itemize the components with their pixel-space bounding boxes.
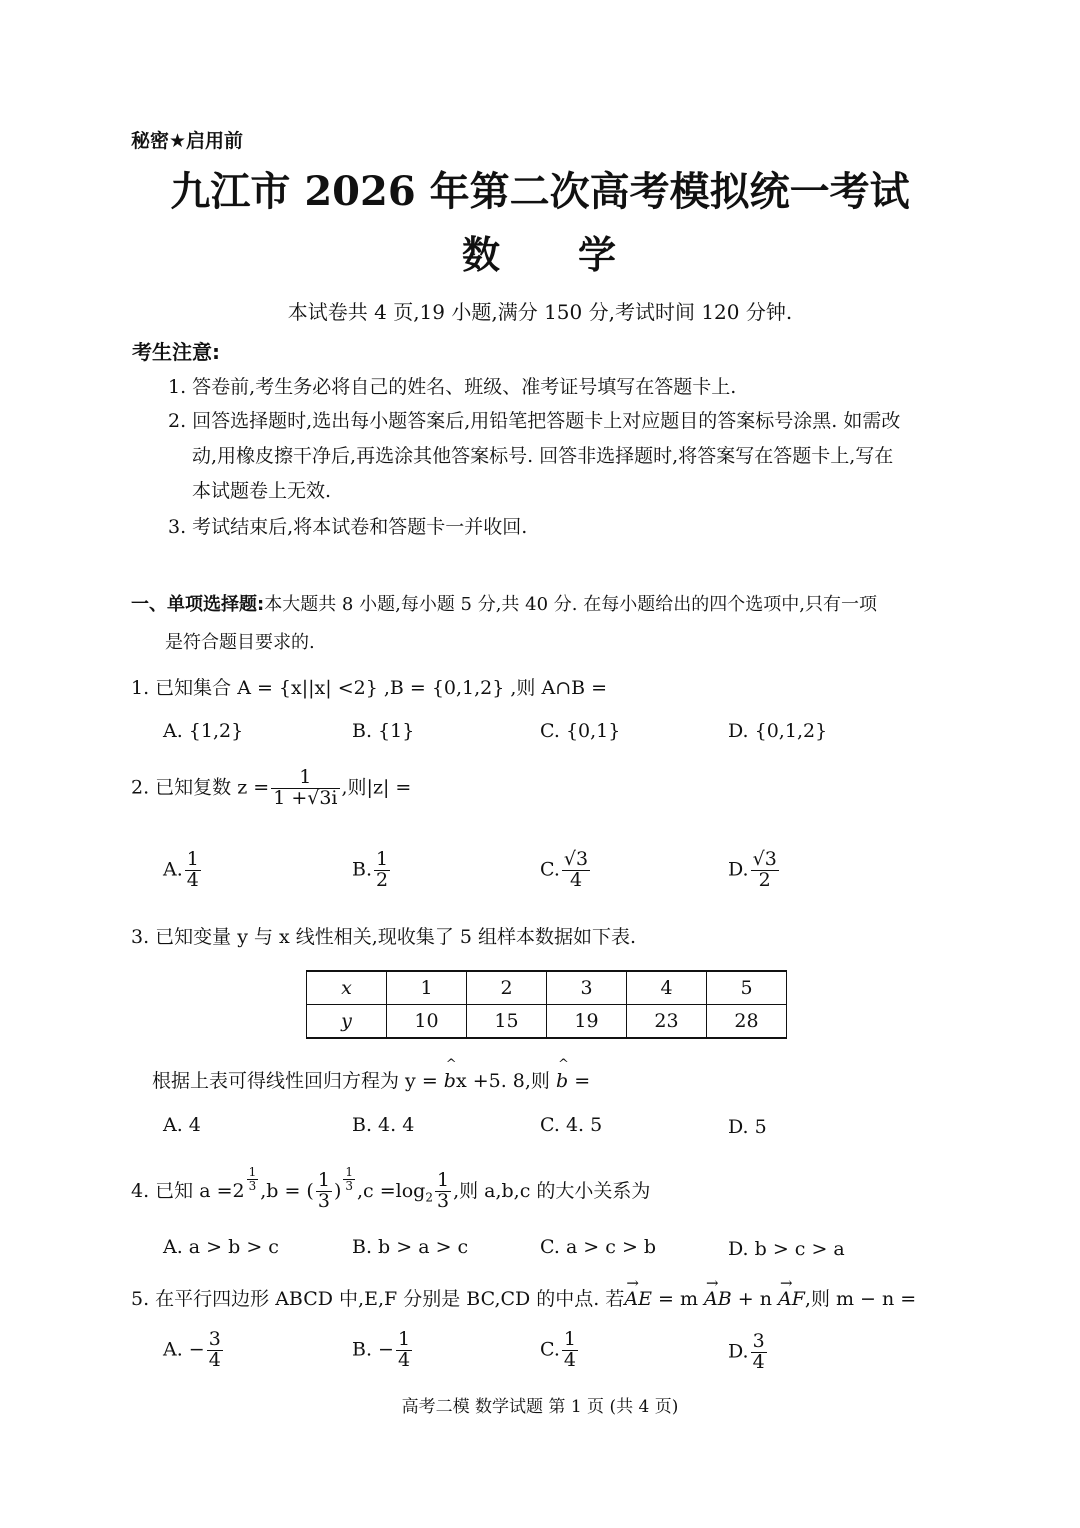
q5-b-den: 4	[397, 1348, 411, 1371]
table-cell: 23	[627, 1005, 707, 1039]
subject-title	[0, 224, 1080, 279]
q4-option-a: A. a > b > c	[163, 1236, 279, 1258]
table-cell: 2	[467, 971, 547, 1005]
q5-a-den: 4	[208, 1348, 221, 1371]
q4-option-b: B. b > a > c	[352, 1236, 469, 1258]
q5-b-num: 1	[397, 1328, 411, 1350]
q2-fraction-num: 1	[271, 768, 339, 789]
table-cell: 5	[707, 971, 787, 1005]
q5-d-den: 4	[752, 1350, 765, 1373]
q4-part-1: 4. 已知 a =2	[131, 1179, 245, 1202]
q4-exp1-num: 1	[248, 1165, 257, 1179]
notice-item-1: 1. 答卷前,考生务必将自己的姓名、班级、准考证号填写在答题卡上.	[168, 376, 737, 398]
q3-option-c: C. 4. 5	[540, 1114, 603, 1136]
q2-d-num: √3	[752, 848, 777, 870]
question-4-stem	[131, 1166, 650, 1212]
q3-b-hat-2: ^ b	[556, 1070, 568, 1092]
q2-fraction-den: 1 +√3i	[273, 786, 338, 809]
q2-option-c	[540, 850, 592, 891]
q2-option-a-label: A.	[163, 858, 183, 881]
q5-part-3: + n	[731, 1288, 778, 1310]
table-cell: 15	[467, 1005, 547, 1039]
q3-option-b: B. 4. 4	[352, 1114, 415, 1136]
q3-option-a: A. 4	[163, 1114, 201, 1136]
q2-option-c-label: C.	[540, 858, 560, 881]
table-cell: 19	[547, 1005, 627, 1039]
q2-a-den: 4	[186, 868, 199, 891]
table-cell: 28	[707, 1005, 787, 1039]
q4-exp2-num: 1	[345, 1165, 354, 1179]
q5-vector-ab: → AB	[704, 1288, 732, 1310]
q3-follow-mid: x +5. 8,则	[455, 1070, 550, 1092]
q4-log-den: 3	[436, 1190, 450, 1213]
q5-option-c-label: C.	[540, 1338, 560, 1361]
table-header-x: x	[307, 971, 387, 1005]
q2-option-b	[352, 850, 392, 891]
q4-part-5: ,则 a,b,c 的大小关系为	[453, 1179, 651, 1202]
q5-option-c	[540, 1330, 580, 1371]
q5-part-2: = m	[651, 1288, 705, 1310]
notice-item-2-cont: 动,用橡皮擦干净后,再选涂其他答案标号. 回答非选择题时,将答案写在答题卡上,写在	[192, 445, 894, 467]
q2-option-d	[728, 850, 781, 891]
section-heading	[131, 590, 877, 616]
q4-log-base: 2	[425, 1190, 433, 1205]
question-2-stem	[131, 768, 411, 809]
q5-c-num: 1	[563, 1328, 576, 1350]
table-row-x	[307, 971, 787, 1005]
subject-char-1: 数	[461, 232, 502, 277]
notice-item-2: 2. 回答选择题时,选出每小题答案后,用铅笔把答题卡上对应题目的答案标号涂黑. 如需改	[168, 410, 901, 432]
question-3-stem: 3. 已知变量 y 与 x 线性相关,现收集了 5 组样本数据如下表.	[131, 926, 637, 948]
section-desc: 本大题共 8 小题,每小题 5 分,共 40 分. 在每小题给出的四个选项中,只有一项	[264, 594, 877, 615]
q5-c-den: 4	[563, 1348, 576, 1371]
section-title: 一、单项选择题:	[131, 594, 265, 615]
subject-char-2: 学	[578, 232, 619, 277]
q5-part-4: ,则 m − n =	[804, 1288, 917, 1310]
q1-option-d: D. {0,1,2}	[728, 720, 828, 742]
q4-part-2: ,b = (	[260, 1179, 314, 1202]
q1-option-b: B. {1}	[352, 720, 415, 742]
q5-option-d-label: D.	[728, 1340, 749, 1363]
q5-vector-ae: → AE	[624, 1288, 652, 1310]
table-row-y	[307, 1005, 787, 1039]
q3-followup	[152, 1066, 590, 1093]
q4-log-num: 1	[436, 1169, 450, 1192]
q2-b-num: 1	[376, 848, 389, 870]
q1-option-a: A. {1,2}	[163, 720, 244, 742]
q5-part-1: 5. 在平行四边形 ABCD 中,E,F 分别是 BC,CD 的中点. 若	[131, 1288, 625, 1310]
exam-title: 九江市 2026 年第二次高考模拟统一考试	[170, 168, 910, 215]
q5-d-num: 3	[752, 1330, 765, 1352]
q5-option-a	[163, 1330, 225, 1371]
q5-a-num: 3	[208, 1328, 221, 1350]
q4-part-3: )	[333, 1179, 342, 1202]
q3-follow-prefix: 根据上表可得线性回归方程为 y =	[152, 1070, 438, 1092]
q4-frac-num: 1	[317, 1169, 330, 1192]
q4-frac-den: 3	[317, 1190, 330, 1213]
q5-option-a-label: A. −	[163, 1338, 205, 1361]
q2-d-den: 2	[758, 868, 771, 891]
question-5-stem	[131, 1284, 916, 1311]
q5-option-b-label: B. −	[352, 1338, 394, 1361]
notice-heading: 考生注意:	[132, 340, 220, 364]
q2-b-den: 2	[376, 868, 389, 891]
data-table	[306, 970, 787, 1039]
exam-info: 本试卷共 4 页,19 小题,满分 150 分,考试时间 120 分钟.	[287, 300, 793, 324]
notice-item-2-cont2: 本试题卷上无效.	[192, 480, 332, 502]
q5-option-b	[352, 1330, 414, 1371]
q4-exp2-den: 3	[345, 1178, 354, 1193]
q2-a-num: 1	[186, 848, 199, 870]
table-header-y: y	[307, 1005, 387, 1039]
confidential-mark: 秘密★启用前	[131, 130, 244, 152]
q2-c-den: 4	[569, 868, 583, 891]
q4-option-c: C. a > c > b	[540, 1236, 657, 1258]
q4-exp1-den: 3	[248, 1178, 257, 1193]
table-cell: 1	[387, 971, 467, 1005]
q1-option-c: C. {0,1}	[540, 720, 621, 742]
page-footer: 高考二模 数学试题 第 1 页 (共 4 页)	[401, 1397, 679, 1417]
q3-b-hat: ^ b	[444, 1070, 456, 1092]
q4-option-d: D. b > c > a	[728, 1238, 845, 1260]
q3-follow-end: =	[574, 1070, 591, 1092]
notice-item-3: 3. 考试结束后,将本试卷和答题卡一并收回.	[168, 516, 528, 538]
q2-option-d-label: D.	[728, 858, 749, 881]
q3-option-d: D. 5	[728, 1116, 767, 1138]
q4-part-4: ,c =log	[357, 1179, 426, 1202]
q2-fraction	[271, 768, 339, 809]
question-1-stem: 1. 已知集合 A = {x||x| <2} ,B = {0,1,2} ,则 A∩B =	[131, 677, 608, 699]
table-cell: 3	[547, 971, 627, 1005]
q5-option-d	[728, 1332, 769, 1373]
table-cell: 4	[627, 971, 707, 1005]
q5-vector-af: → AF	[778, 1288, 805, 1310]
q2-c-num: √3	[563, 848, 589, 870]
q2-option-a	[163, 850, 203, 891]
table-cell: 10	[387, 1005, 467, 1039]
q2-option-b-label: B.	[352, 858, 373, 881]
section-desc-cont: 是符合题目要求的.	[165, 632, 315, 653]
q2-suffix: ,则|z| =	[341, 776, 412, 799]
q2-prefix: 2. 已知复数 z =	[131, 776, 270, 799]
